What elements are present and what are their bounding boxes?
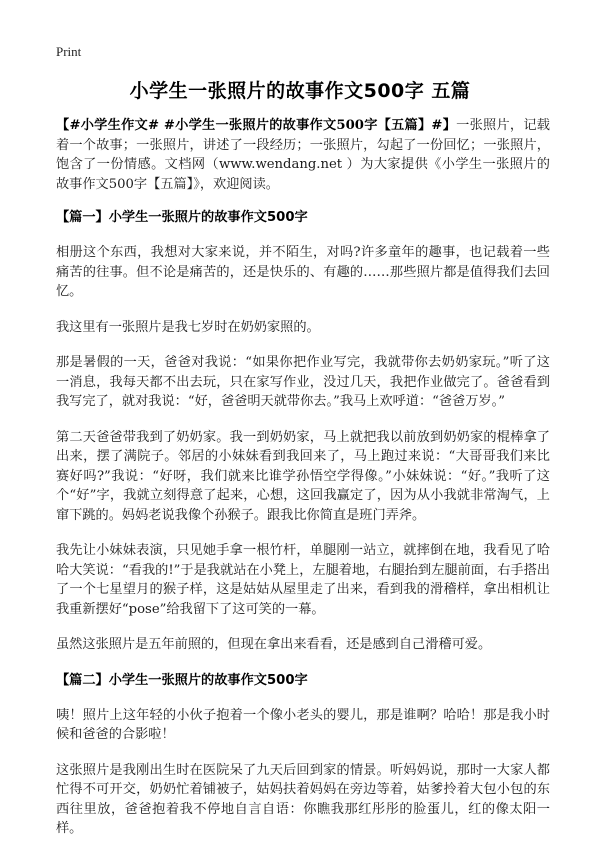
print-link[interactable]: Print xyxy=(56,44,82,59)
paragraph: 虽然这张照片是五年前照的，但现在拿出来看看，还是感到自己滑稽可爱。 xyxy=(56,637,492,652)
paragraph: 第二天爸爸带我到了奶奶家。我一到奶奶家，马上就把我以前放到奶奶家的棍棒拿了出来，摆了满院子。邻居的小妹妹看到我回来了，马上跑过来说：“大哥哥我们来比赛好吗?”我说：“好呀，我们就来比谁学孙悟空学得像。”小妹妹说：“好。”我听了这个“好”字，我就立刻得意了起来，心想，这回我赢定了，因为从小我就非常淘气，上窜下跳的。妈妈老说我像个孙猴子。跟我比你简直是班门弄斧。 xyxy=(56,429,550,523)
intro-paragraph xyxy=(56,116,550,194)
section-heading-1: 【篇一】小学生一张照片的故事作文500字 xyxy=(56,210,308,225)
intro-text: 一张照片，记载着一个故事；一张照片，讲述了一段经历；一张照片，勾起了一份回忆；一张照片，饱含了一份情感。文档网（www.wendang.net ）为大家提供《小学生一张照片的故事作文500字【五篇】》，欢迎阅读。 xyxy=(56,118,550,192)
intro-tag-line: 【#小学生作文# #小学生一张照片的故事作文500字【五篇】#】 xyxy=(56,118,457,133)
document-title: 小学生一张照片的故事作文500字 五篇 xyxy=(129,80,471,102)
paragraph: 我先让小妹妹表演，只见她手拿一根竹杆，单腿刚一站立，就摔倒在地，我看见了哈哈大笑说：“看我的!”于是我就站在小凳上，左腿着地，右腿抬到左腿前面，右手搭出了一个七星望月的猴子样，这是姑姑从屋里走了出来，看到我的滑稽样，拿出相机让我重新摆好“pose”给我留下了这可笑的一幕。 xyxy=(56,543,550,617)
paragraph: 咦！照片上这年轻的小伙子抱着一个像小老头的婴儿，那是谁啊？哈哈！那是我小时候和爸爸的合影啦！ xyxy=(56,707,550,742)
paragraph: 这张照片是我刚出生时在医院呆了九天后回到家的情景。听妈妈说，那时一大家人都忙得不可开交，奶奶忙着铺被子，姑妈扶着妈妈在旁边等着，姑爹拎着大包小包的东西往里放，爸爸抱着我不停地自言自语：你瞧我那红彤彤的脸蛋儿，红的像太阳一样。 xyxy=(56,762,550,836)
paragraph: 相册这个东西，我想对大家来说，并不陌生，对吗?许多童年的趣事，也记载着一些痛苦的往事。但不论是痛苦的，还是快乐的、有趣的……那些照片都是值得我们去回忆。 xyxy=(56,245,550,299)
document-body xyxy=(56,116,550,855)
paragraph: 那是暑假的一天，爸爸对我说：“如果你把作业写完，我就带你去奶奶家玩。”听了这一消息，我每天都不出去玩，只在家写作业，没过几天，我把作业做完了。爸爸看到我写完了，就对我说：“好，爸爸明天就带你去。”我马上欢呼道：“爸爸万岁。” xyxy=(56,355,550,409)
paragraph: 我这里有一张照片是我七岁时在奶奶家照的。 xyxy=(56,319,320,335)
section-heading-2: 【篇二】小学生一张照片的故事作文500字 xyxy=(56,672,308,688)
